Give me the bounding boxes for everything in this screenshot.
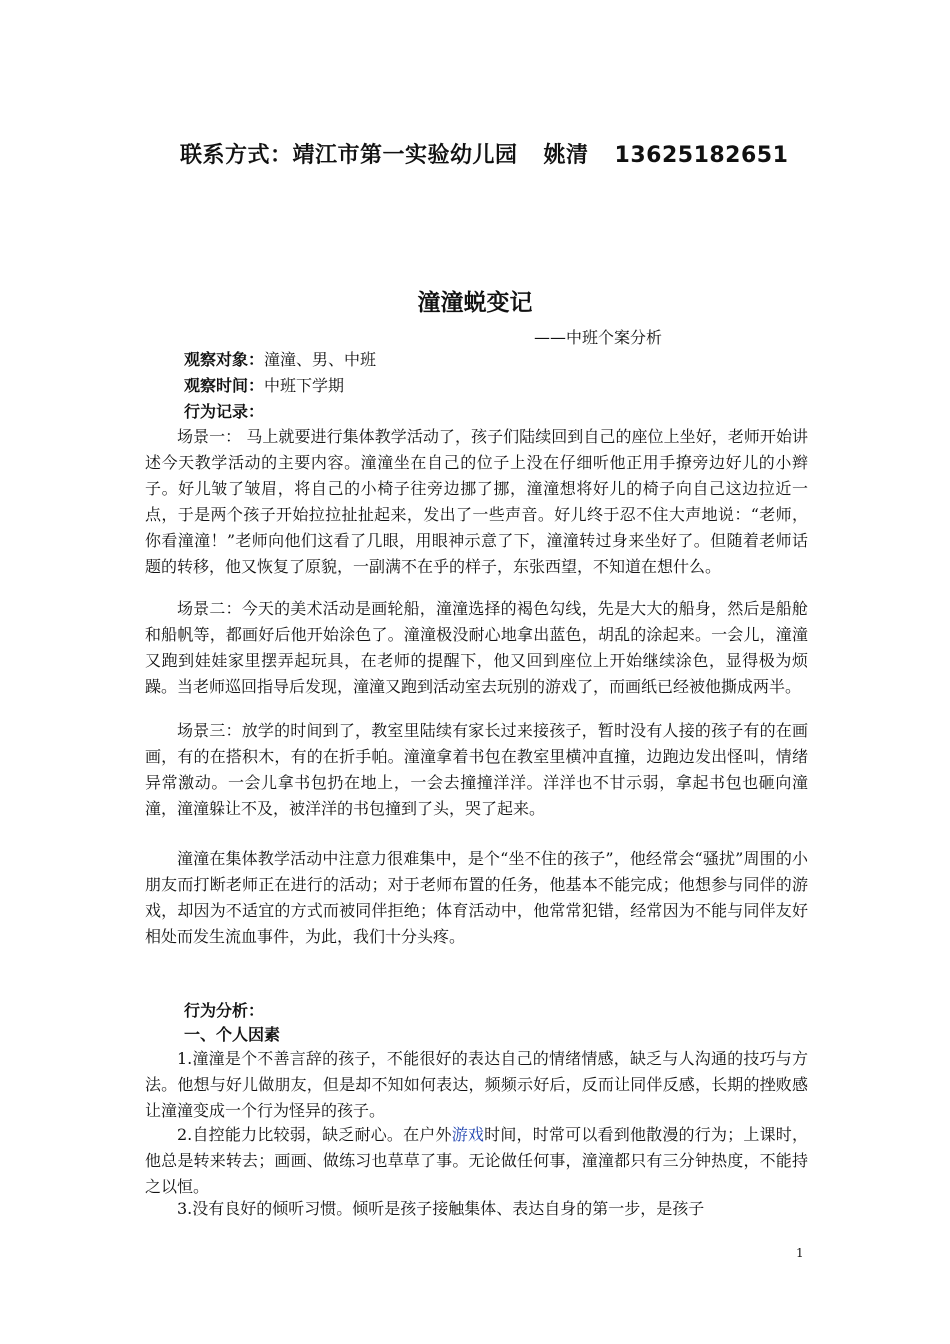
contact-phone: 13625182651: [614, 143, 789, 168]
analysis-point-one: 1.潼潼是个不善言辞的孩子，不能很好的表达自己的情绪情感，缺乏与人沟通的技巧与方法。他想与好儿做朋友，但是却不知如何表达，频频示好后，反而让同伴反感，长期的挫败感让潼潼变成一个行为怪异的孩子。: [145, 1049, 808, 1120]
analysis-point-two: [145, 1122, 808, 1200]
record-label: 行为记录：: [184, 402, 265, 421]
observe-target-label: 观察对象：: [184, 350, 265, 369]
point-two-start: 2.自控能力比较弱，缺乏耐心。在户外: [177, 1125, 452, 1144]
summary-paragraph: 潼潼在集体教学活动中注意力很难集中，是个“坐不住的孩子”，他经常会“骚扰”周围的小朋友而打断老师正在进行的活动；对于老师布置的任务，他基本不能完成；他想参与同伴的游戏，却因为不适宜的方式而被同伴拒绝；体育活动中，他常常犯错，经常因为不能与同伴友好相处而发生流血事件，为此，我们十分头疼。: [145, 849, 808, 946]
observe-time: [184, 374, 344, 398]
record-heading: [184, 400, 264, 424]
contact-name: 姚清: [543, 143, 589, 168]
observe-time-label: 观察时间：: [184, 376, 265, 395]
observe-target: [184, 348, 376, 372]
article-title: 潼潼蜕变记: [417, 290, 533, 316]
contact-label: 联系方式：靖江市第一实验幼儿园: [180, 143, 518, 168]
page-number: 1: [796, 1246, 804, 1260]
point-two-end: 时间，时常可以看到他散漫的行为；上课时，他总是转来转去；画画、做练习也草草了事。无论做任何事，潼潼都只有三分钟热度，不能持之以恒。: [145, 1125, 808, 1196]
observe-target-value: 潼潼、男、中班: [264, 350, 377, 369]
analysis-heading: 行为分析：: [184, 1001, 265, 1020]
factor-one-heading: 一、个人因素: [184, 1025, 281, 1044]
observe-time-value: 中班下学期: [264, 376, 345, 395]
scene-three-paragraph: 场景三：放学的时间到了，教室里陆续有家长过来接孩子，暂时没有人接的孩子有的在画画，有的在搭积木，有的在折手帕。潼潼拿着书包在教室里横冲直撞，边跑边发出怪叫，情绪异常激动。一会儿拿书包扔在地上，一会去撞撞洋洋。洋洋也不甘示弱，拿起书包也砸向潼潼，潼潼躲让不及，被洋洋的书包撞到了头，哭了起来。: [145, 721, 808, 818]
contact-line: [180, 138, 880, 169]
scene-one-paragraph: 场景一： 马上就要进行集体教学活动了，孩子们陆续回到自己的座位上坐好，老师开始讲述今天教学活动的主要内容。潼潼坐在自己的位子上没在仔细听他正用手撩旁边好儿的小辫子。好儿皱了皱眉，将自己的小椅子往旁边挪了挪，潼潼想将好儿的椅子向自己这边拉近一点，于是两个孩子开始拉拉扯扯起来，发出了一些声音。好儿终于忍不住大声地说：“老师，你看潼潼！”老师向他们这看了几眼，用眼神示意了下，潼潼转过身来坐好了。但随着老师话题的转移，他又恢复了原貌，一副满不在乎的样子，东张西望，不知道在想什么。: [145, 427, 808, 576]
article-subtitle: ——中班个案分析: [534, 328, 663, 347]
analysis-point-three: 3.没有良好的倾听习惯。倾听是孩子接触集体、表达自身的第一步，是孩子: [177, 1199, 705, 1218]
game-link[interactable]: 游戏: [451, 1125, 485, 1144]
scene-two-paragraph: 场景二：今天的美术活动是画轮船，潼潼选择的褐色勾线，先是大大的船身，然后是船舱和船帆等，都画好后他开始涂色了。潼潼极没耐心地拿出蓝色，胡乱的涂起来。一会儿，潼潼又跑到娃娃家里摆弄起玩具，在老师的提醒下，他又回到座位上开始继续涂色，显得极为烦躁。当老师巡回指导后发现，潼潼又跑到活动室去玩别的游戏了，而画纸已经被他撕成两半。: [145, 599, 808, 696]
